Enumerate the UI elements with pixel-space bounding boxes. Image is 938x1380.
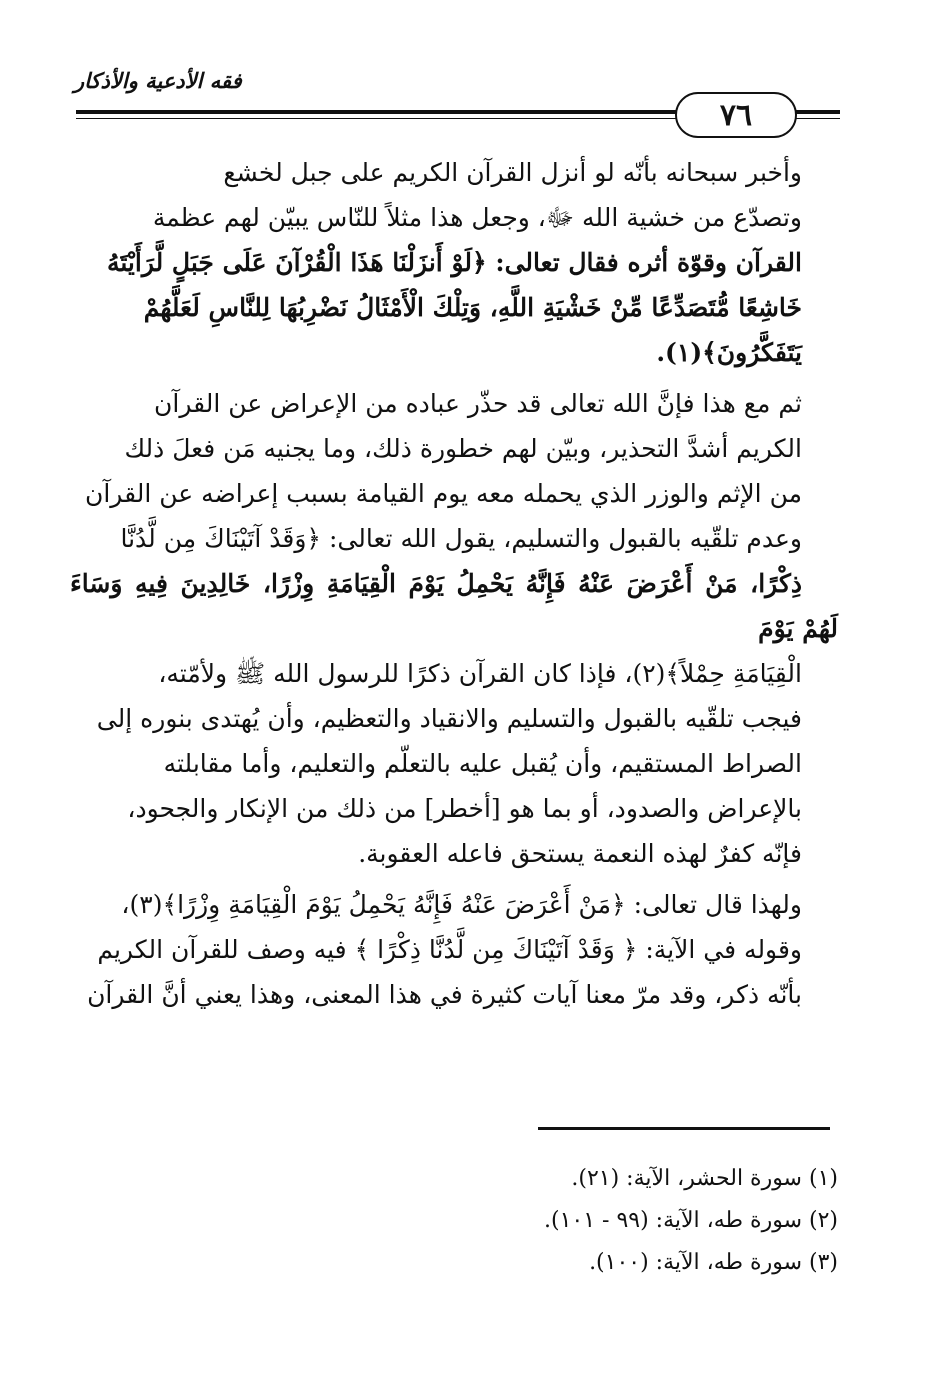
text-line: ثم مع هذا فإنَّ الله تعالى قد حذّر عباده من الإعراض عن القرآن (154, 389, 802, 418)
text-line: ولهذا قال تعالى: ﴿مَنْ أَعْرَضَ عَنْهُ فَإِنَّهُ يَحْمِلُ يَوْمَ الْقِيَامَةِ وِزْرًا﴾(٣)، (121, 890, 802, 919)
footnote-separator (538, 1127, 830, 1130)
text-line: بأنّه ذكر، وقد مرّ معنا آيات كثيرة في هذا المعنى، وهذا يعني أنَّ القرآن (87, 980, 802, 1009)
text-line: الصراط المستقيم، وأن يُقبل عليه بالتعلّم والتعليم، وأما مقابلته (163, 749, 802, 778)
quran-verse-line: خَاشِعًا مُّتَصَدِّعًا مِّنْ خَشْيَةِ اللَّهِ، وَتِلْكَ الْأَمْثَالُ نَضْرِبُهَا لِلنَّاسِ لَعَلَّهُمْ (143, 293, 802, 322)
page-header (60, 60, 840, 140)
text-line: الكريم أشدَّ التحذير، وبيّن لهم خطورة ذلك، وما يجنيه مَن فعلَ ذلك (124, 434, 802, 463)
footnotes (300, 1158, 838, 1284)
text-line: بالإعراض والصدود، أو بما هو [أخطر] من ذلك من الإنكار والجحود، (127, 794, 802, 823)
text-line: فيجب تلقّيه بالقبول والتسليم والانقياد والتعظيم، وأن يُهتدى بنوره إلى (96, 704, 802, 733)
text-line: وقوله في الآية: ﴿ وَقَدْ آتَيْنَاكَ مِن لَّدُنَّا ذِكْرًا ﴾ فيه وصف للقرآن الكريم (97, 935, 802, 964)
text-line: وتصدّع من خشية الله ﷻ، وجعل هذا مثلاً للنّاس يبيّن لهم عظمة (152, 203, 802, 232)
footnote-1: (١) سورة الحشر، الآية: (٢١). (571, 1166, 838, 1191)
footnote-3: (٣) سورة طه، الآية: (١٠٠). (589, 1250, 838, 1275)
quran-verse-line: يَتَفَكَّرُونَ﴾(١). (656, 338, 802, 367)
main-text (70, 150, 838, 1023)
footnote-2: (٢) سورة طه، الآية: (٩٩ - ١٠١). (544, 1208, 838, 1233)
page-number-badge: ٧٦ (675, 92, 797, 138)
quran-verse-line: القرآن وقوّة أثره فقال تعالى: ﴿لَوْ أَنزَلْنَا هَذَا الْقُرْآنَ عَلَى جَبَلٍ لَّرَأَيْتَهُ (106, 248, 802, 277)
text-line: من الإثم والوزر الذي يحمله معه يوم القيامة بسبب إعراضه عن القرآن (84, 479, 802, 508)
paragraph-1 (70, 150, 838, 375)
text-line: وأخبر سبحانه بأنّه لو أنزل القرآن الكريم على جبل لخشع (223, 158, 802, 187)
paragraph-3 (70, 882, 838, 1017)
text-line: فإنّه كفرٌ لهذه النعمة يستحق فاعله العقوبة. (358, 839, 802, 868)
running-header-title: فقه الأدعية والأذكار (74, 68, 242, 93)
text-line: وعدم تلقّيه بالقبول والتسليم، يقول الله تعالى: ﴿وَقَدْ آتَيْنَاكَ مِن لَّدُنَّا (120, 524, 802, 553)
paragraph-2 (70, 381, 838, 876)
quran-verse-line: ذِكْرًا، مَنْ أَعْرَضَ عَنْهُ فَإِنَّهُ يَحْمِلُ يَوْمَ الْقِيَامَةِ وِزْرًا، خَالِدِينَ فِيهِ وَسَاءَ لَهُمْ يَوْمَ (70, 569, 838, 643)
text-line: الْقِيَامَةِ حِمْلاً﴾(٢)، فإذا كان القرآن ذكرًا للرسول الله ﷺ ولأمّته، (158, 659, 802, 688)
